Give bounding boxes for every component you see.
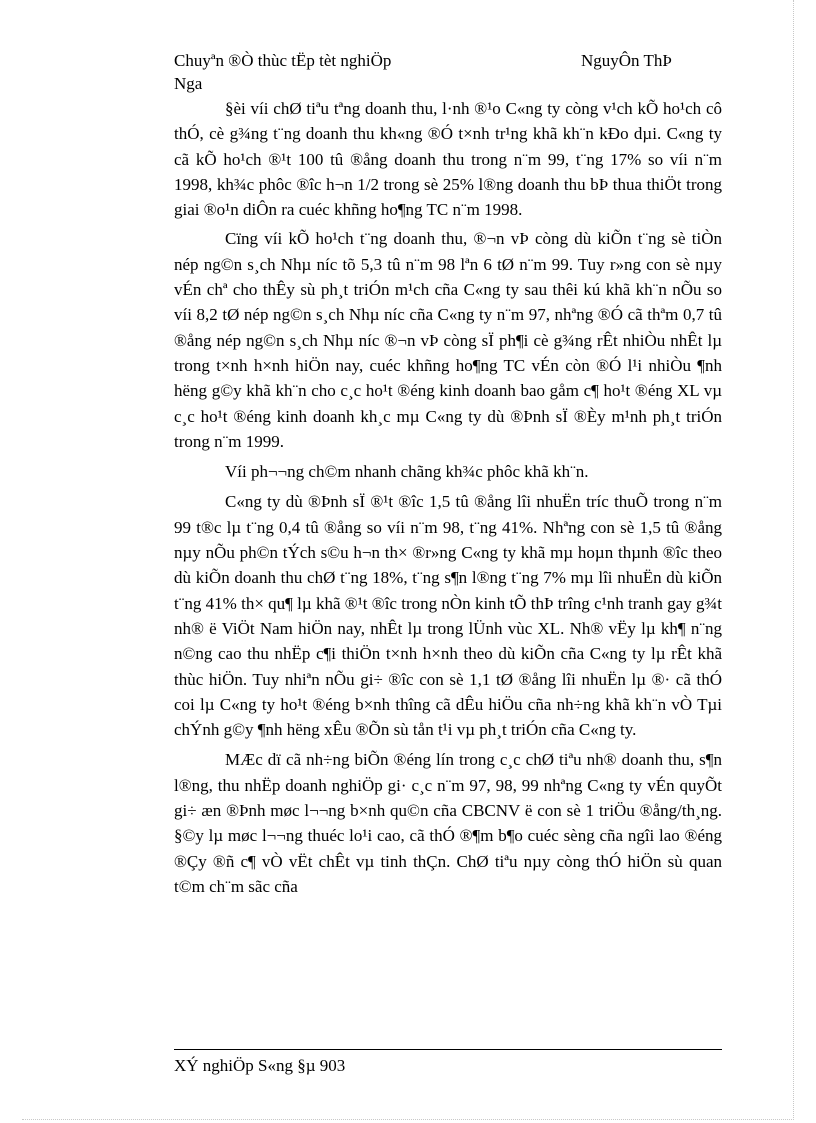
paragraph-revenue-plan: §èi víi chØ tiªu tªng doanh thu, l·nh ®¹o C«ng ty còng v¹ch kÕ ho¹ch cô thÓ, cè g¾ng t¨ng doanh thu kh«ng ®Ó t×nh tr¹ng khã kh¨n kÐo dµi. C«ng ty cã kÕ ho¹ch ®¹t 100 tû ®ång doanh thu trong n¨m 99, t¨ng 17% so víi n¨m 1998, kh¾c phôc ®îc h¬n 1/2 trong sè 25% l®ng doanh thu bÞ thua thiÖt trong giai ®o¹n diÔn ra cuéc khñng ho¶ng TC n¨m 1998. xyxy=(174,99,722,220)
page-bottom-edge xyxy=(22,1119,794,1120)
header-title: Chuyªn ®Ò thùc tËp tèt nghiÖp xyxy=(174,51,392,70)
page-footer: XÝ nghiÖp S«ng §µ 903 xyxy=(174,1056,346,1075)
footer-divider xyxy=(174,1049,722,1050)
paragraph-salary: MÆc dï cã nh÷ng biÕn ®éng lín trong c¸c chØ tiªu nh® doanh thu, s¶n l®ng, thu nhËp doanh nghiÖp gi· c¸c n¨m 97, 98, 99 nhªng C«ng ty vÉn quyÕt gi÷ æn ®Þnh møc l¬¬ng b×nh qu©n cña CBCNV ë con sè 1 triÖu ®ång/th¸ng. §©y lµ møc l¬¬ng thuéc lo¹i cao, cã thÓ ®¶m b¶o cuéc sèng cña ngîi lao ®éng ®Çy ®ñ c¶ vÒ vËt chÊt vµ tinh thÇn. ChØ tiªu nµy còng thÓ hiÖn sù quan t©m ch¨m sãc cña xyxy=(174,750,722,896)
body-text xyxy=(174,96,722,904)
page-header xyxy=(174,50,734,95)
paragraph-profit-forecast: C«ng ty dù ®Þnh sÏ ®¹t ®îc 1,5 tû ®ång lîi nhuËn tríc thuÕ trong n¨m 99 t®c lµ t¨ng 0,4 tû ®ång so víi n¨m 98, t¨ng 41%. Nhªng con sè 1,5 tû ®ång nµy nÕu ph©n tÝch s©u h¬n th× ®r»ng C«ng ty khã mµ hoµn thµnh ®îc theo dù kiÕn doanh thu chØ t¨ng 18%, t¨ng s¶n l®ng t¨ng 7% mµ lîi nhuËn dù kiÕn t¨ng 41% th× qu¶ lµ khã ®¹t ®îc trong nÒn kinh tÕ thÞ trîng c¹nh tranh gay g¾t nh® ë ViÖt Nam hiÖn nay, nhÊt lµ trong lÜnh vùc XL. Nh® vËy lµ kh¶ n¨ng n©ng cao thu nhËp c¶i thiÖn t×nh h×nh theo dù kiÕn cña C«ng ty lµ rÊt khã thùc hiÖn. Tuy nhiªn nÕu gi÷ ®îc con sè 1,1 tØ ®ång lîi nhuËn lµ ®· cã thÓ coi lµ C«ng ty ho¹t ®éng b×nh thîng cã dÊu hiÖu cña nh÷ng khã kh¨n vÒ Tµi chÝnh g©y ¶nh hëng xÊu ®Õn sù tån t¹i vµ ph¸t triÓn cña C«ng ty. xyxy=(174,492,722,740)
header-author: NguyÔn ThÞ xyxy=(581,51,672,70)
paragraph-budget-contribution: Cïng víi kÕ ho¹ch t¨ng doanh thu, ®¬n vÞ còng dù kiÕn t¨ng sè tiÒn nép ng©n s¸ch Nhµ níc tõ 5,3 tû n¨m 98 lªn 6 tØ n¨m 99. Tuy r»ng con sè nµy vÉn chª cho thÊy sù ph¸t triÓn m¹ch cña C«ng ty sau thêi kú khã kh¨n nÕu so víi 8,2 tØ nép ng©n s¸ch Nhµ níc cña C«ng ty n¨m 97, nhªng ®Ó cã thªm 0,7 tû ®ång nép ng©n s¸ch Nhµ níc ®¬n vÞ còng sÏ ph¶i cè g¾ng rÊt nhiÒu nhÊt lµ trong t×nh h×nh hiÖn nay, cuéc khñng ho¶ng TC vÉn còn ®Ó l¹i nhiÒu ¶nh hëng g©y khã kh¨n cho c¸c ho¹t ®éng kinh doanh bao gåm c¶ ho¹t ®éng XL vµ c¸c ho¹t ®éng kinh doanh kh¸c mµ C«ng ty dù ®Þnh sÏ ®Èy m¹nh ph¸t triÓn trong n¨m 1999. xyxy=(174,229,722,451)
paragraph-motto: Víi ph¬¬ng ch©m nhanh chãng kh¾c phôc khã kh¨n. xyxy=(225,462,589,482)
header-author-wrap: Nga xyxy=(174,74,203,93)
page-right-edge xyxy=(793,0,794,1120)
